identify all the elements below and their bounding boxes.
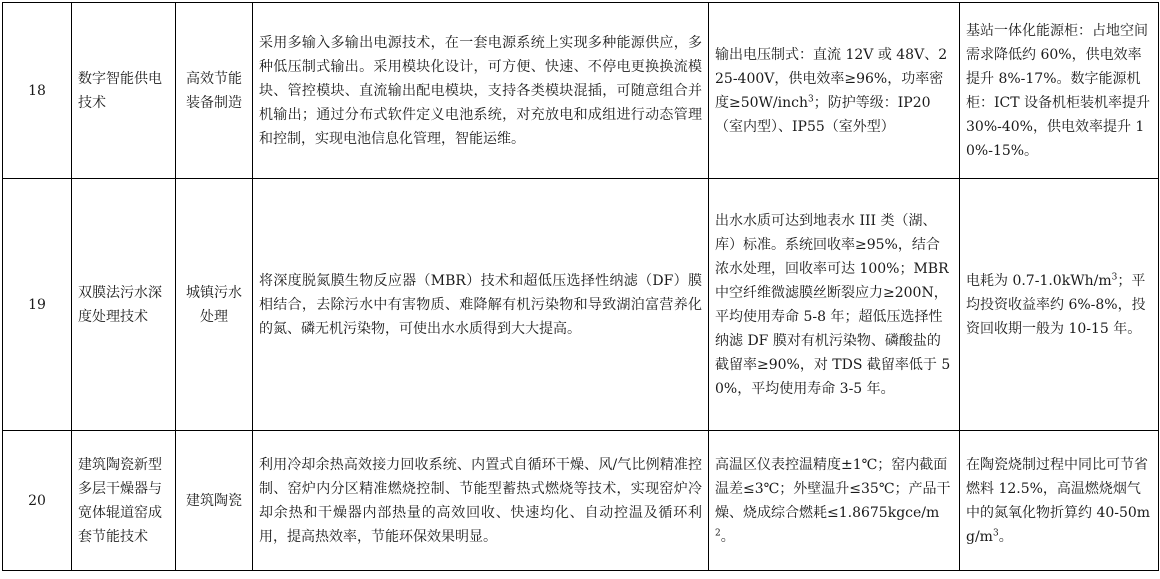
technology-table (2, 2, 1159, 571)
effect-text: 电耗为 0.7-1.0kWh/m (966, 272, 1112, 289)
effect-text: 在陶瓷烧制过程中同比可节省燃料 12.5%，高温燃烧烟气中的氮氧化物折算约 40-50mg/m (966, 456, 1151, 545)
category: 高效节能装备制造 (176, 3, 253, 179)
technology-name: 双膜法污水深度处理技术 (72, 179, 176, 431)
effect-text-cont: 。 (998, 528, 1013, 545)
effect-text-cont: ；平均投资收益率约 6%-8%，投资回收期一般为 10-15 年。 (966, 272, 1146, 337)
row-number: 20 (3, 431, 72, 571)
superscript: 3 (1111, 271, 1118, 282)
technology-description: 采用多输入多输出电源技术，在一套电源系统上实现多种能源供应，多种低压制式输出。采用模块化设计，可方便、快速、不停电更换换流模块、管控模块、直流输出配电模块，支持各类模块混插，可随意组合并机输出；通过分布式软件定义电池系统，对充放电和成组进行动态管理和控制，实现电池信息化管理，智能运维。 (253, 3, 709, 179)
effect-summary (960, 179, 1159, 431)
indicators-text-cont: 。 (720, 528, 735, 545)
technical-indicators (709, 431, 960, 571)
superscript: 2 (715, 527, 721, 538)
superscript: 3 (992, 527, 999, 538)
superscript: 3 (808, 93, 814, 104)
technology-name: 建筑陶瓷新型多层干燥器与宽体辊道窑成套节能技术 (72, 431, 176, 571)
category: 城镇污水处理 (176, 179, 253, 431)
indicators-text: 输出电压制式：直流 12V 或 48V、225-400V，供电效率≥96%，功率密度≥50W/inch (715, 46, 948, 111)
table-row (3, 179, 1159, 431)
row-number: 19 (3, 179, 72, 431)
technology-name: 数字智能供电技术 (72, 3, 176, 179)
indicators-text-cont: ；防护等级：IP20（室内型）、IP55（室外型） (715, 94, 931, 135)
effect-summary (960, 431, 1159, 571)
effect-summary (960, 3, 1159, 179)
technical-indicators (709, 3, 960, 179)
indicators-text: 高温区仪表控温精度±1℃；窑内截面温差≤3℃；外壁温升≤35℃；产品干燥、烧成综合燃耗≤1.8675kgce/m (715, 456, 951, 521)
table-row (3, 3, 1159, 179)
technology-description: 利用冷却余热高效接力回收系统、内置式自循环干燥、风/气比例精准控制、窑炉内分区精准燃烧控制、节能型蓄热式燃烧等技术，实现窑炉冷却余热和干燥器内部热量的高效回收、快速均化、自动控温及循环利用，提高热效率，节能环保效果明显。 (253, 431, 709, 571)
indicators-text: 出水水质可达到地表水 III 类（湖、库）标准。系统回收率≥95%，结合浓水处理，回收率可达 100%；MBR 中空纤维微滤膜丝断裂应力≥200N，平均使用寿命 5-8 年；超低压选择性纳滤 DF 膜对有机污染物、磷酸盐的截留率≥90%，对 TDS 截留率低于 50%，平均使用寿命 3-5 年。 (715, 212, 951, 397)
technical-indicators (709, 179, 960, 431)
category: 建筑陶瓷 (176, 431, 253, 571)
row-number: 18 (3, 3, 72, 179)
effect-text: 基站一体化能源柜：占地空间需求降低约 60%，供电效率提升 8%-17%。数字能源机柜：ICT 设备机柜装机率提升 30%-40%，供电效率提升 10%-15%。 (966, 22, 1151, 159)
table-row (3, 431, 1159, 571)
technology-description: 将深度脱氮膜生物反应器（MBR）技术和超低压选择性纳滤（DF）膜相结合，去除污水中有害物质、难降解有机污染物和导致湖泊富营养化的氮、磷无机污染物，可使出水水质得到大大提高。 (253, 179, 709, 431)
